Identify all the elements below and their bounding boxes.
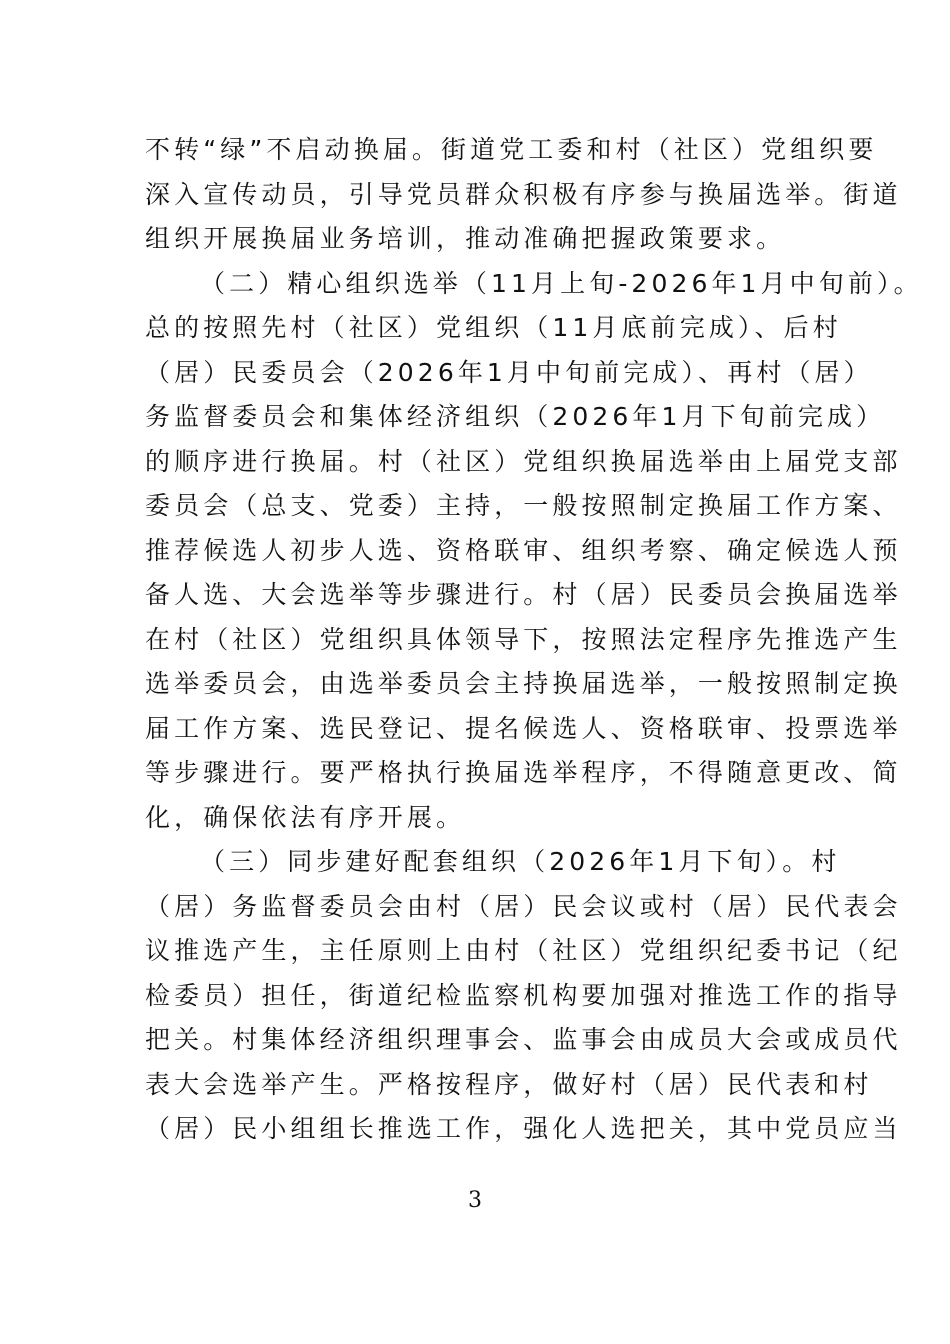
text-line: 组织开展换届业务培训，推动准确把握政策要求。	[145, 224, 786, 253]
text-line: 总的按照先村（社区）党组织（11月底前完成）、后村	[145, 313, 842, 342]
text-line: 把关。村集体经济组织理事会、监事会由成员大会或成员代	[145, 1025, 902, 1054]
text-line: 推荐候选人初步人选、资格联审、组织考察、确定候选人预	[145, 535, 902, 565]
text-line: 选举委员会，由选举委员会主持换届选举，一般按照制定换	[145, 669, 902, 698]
text-line: 务监督委员会和集体经济组织（2026年1月下旬前完成）	[145, 402, 886, 431]
text-line: 化，确保依法有序开展。	[145, 802, 466, 832]
text-line: 表大会选举产生。严格按程序，做好村（居）民代表和村	[145, 1069, 873, 1099]
text-line: 届工作方案、选民登记、提名候选人、资格联审、投票选举	[145, 713, 902, 743]
body-text	[145, 128, 923, 1152]
text-line: （居）民小组组长推选工作，强化人选把关，其中党员应当	[145, 1114, 902, 1143]
text-line: 的顺序进行换届。村（社区）党组织换届选举由上届党支部	[145, 446, 902, 476]
text-line: 深入宣传动员，引导党员群众积极有序参与换届选举。街道	[145, 179, 902, 209]
section-heading-2: （二）精心组织选举（11月上旬-2026年1月中旬前）。	[200, 268, 923, 298]
text-line: 在村（社区）党组织具体领导下，按照法定程序先推选产生	[145, 624, 902, 654]
text-line: 等步骤进行。要严格执行换届选举程序，不得随意更改、简	[145, 758, 902, 787]
text-line: 备人选、大会选举等步骤进行。村（居）民委员会换届选举	[145, 580, 902, 609]
text-line: （居）务监督委员会由村（居）民会议或村（居）民代表会	[145, 891, 902, 921]
text-line: 委员会（总支、党委）主持，一般按照制定换届工作方案、	[145, 491, 902, 520]
text-line: 检委员）担任，街道纪检监察机构要加强对推选工作的指导	[145, 980, 902, 1010]
text-line: （居）民委员会（2026年1月中旬前完成）、再村（居）	[145, 357, 873, 387]
section-heading-3: （三）同步建好配套组织（2026年1月下旬）。村	[200, 847, 841, 876]
text-line: 议推选产生，主任原则上由村（社区）党组织纪委书记（纪	[145, 936, 902, 965]
text-line: 不转“绿”不启动换届。街道党工委和村（社区）党组织要	[145, 135, 878, 164]
page-number: 3	[468, 1188, 482, 1213]
